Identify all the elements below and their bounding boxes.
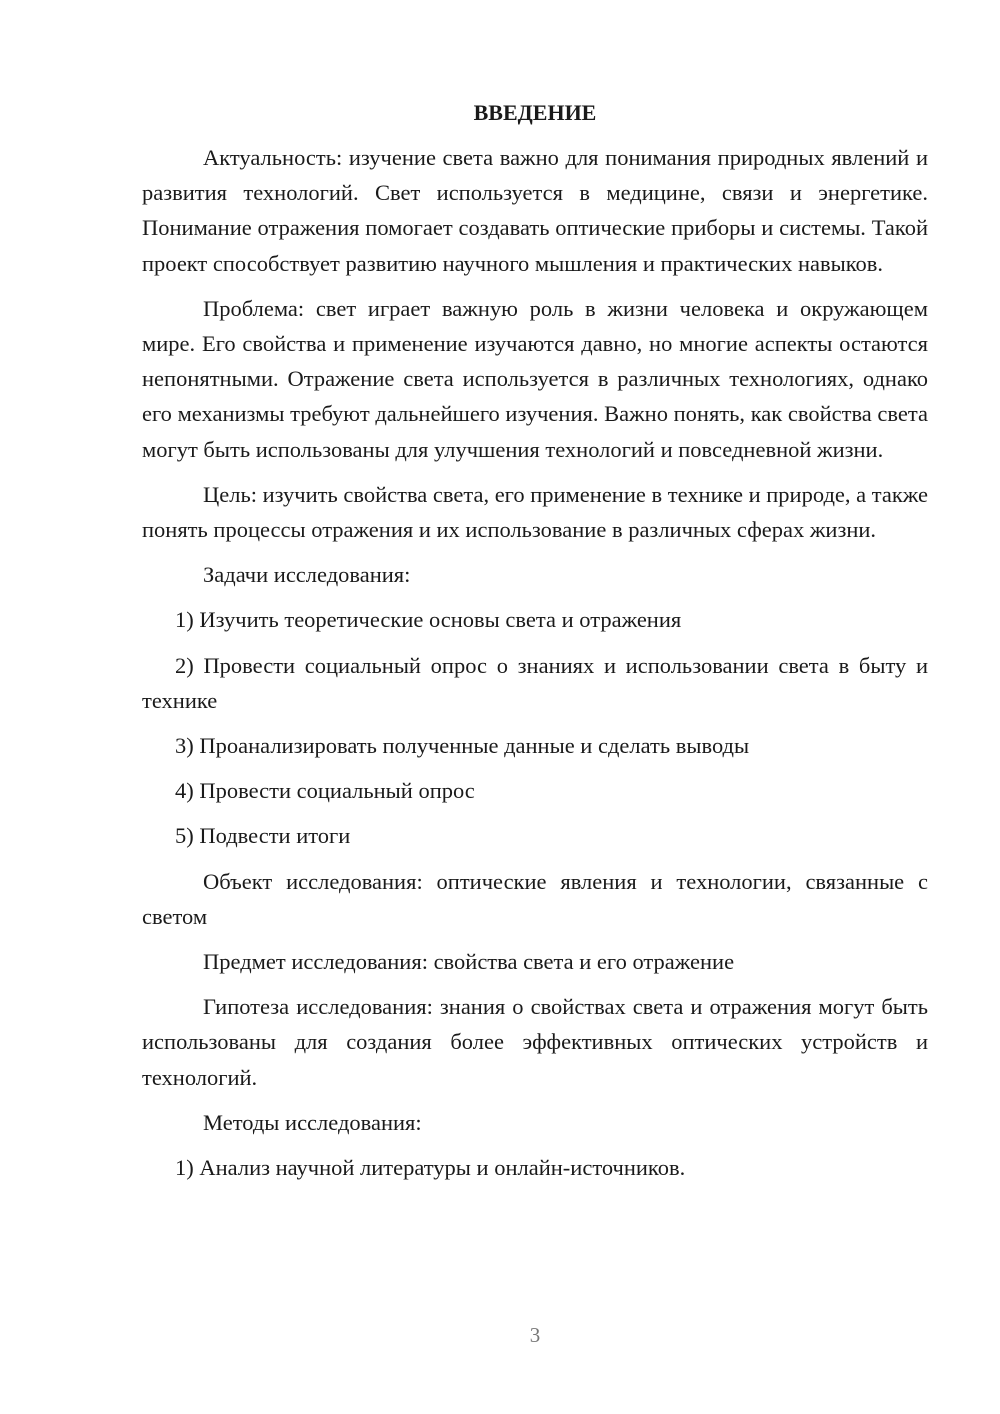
- paragraph-tasks-heading: Задачи исследования:: [203, 562, 411, 588]
- paragraph-methods-heading: Методы исследования:: [203, 1109, 422, 1135]
- paragraph-subject: Предмет исследования: свойства света и его отражение: [203, 949, 735, 975]
- paragraph-hypothesis: Гипотеза исследования: знания о свойствах света и отражения могут быть использованы для создания более эффективных оптических устройств и технологий.: [142, 994, 928, 1090]
- document-page: [142, 95, 928, 1195]
- page-title: ВВЕДЕНИЕ: [473, 100, 597, 125]
- page-number: 3: [529, 1323, 541, 1347]
- list-item-method-1: 1) Анализ научной литературы и онлайн-источников.: [175, 1155, 686, 1181]
- list-item-task-4: 4) Провести социальный опрос: [175, 778, 475, 804]
- list-item-task-2: 2) Провести социальный опрос о знаниях и использовании света в быту и технике: [142, 652, 928, 713]
- list-item-task-1: 1) Изучить теоретические основы света и отражения: [175, 607, 682, 633]
- paragraph-object: Объект исследования: оптические явления и технологии, связанные с светом: [142, 868, 928, 929]
- paragraph-goal: Цель: изучить свойства света, его применение в технике и природе, а также понять процессы отражения и их использование в различных сферах жизни.: [142, 481, 928, 543]
- list-item-task-5: 5) Подвести итоги: [175, 823, 351, 849]
- paragraph-problem: Проблема: свет играет важную роль в жизни человека и окружающем мире. Его свойства и применение изучаются давно, но многие аспекты остаются непонятными. Отражение света используется в различных технологиях, однако его механизмы требуют дальнейшего изучения. Важно понять, как свойства света могут быть использованы для улучшения технологий и повседневной жизни.: [142, 295, 928, 462]
- list-item-task-3: 3) Проанализировать полученные данные и сделать выводы: [175, 733, 750, 759]
- paragraph-relevance: Актуальность: изучение света важно для понимания природных явлений и развития технологий. Свет используется в медицине, связи и энергетике. Понимание отражения помогает создавать оптические приборы и системы. Такой проект способствует развитию научного мышления и практических навыков.: [142, 145, 928, 276]
